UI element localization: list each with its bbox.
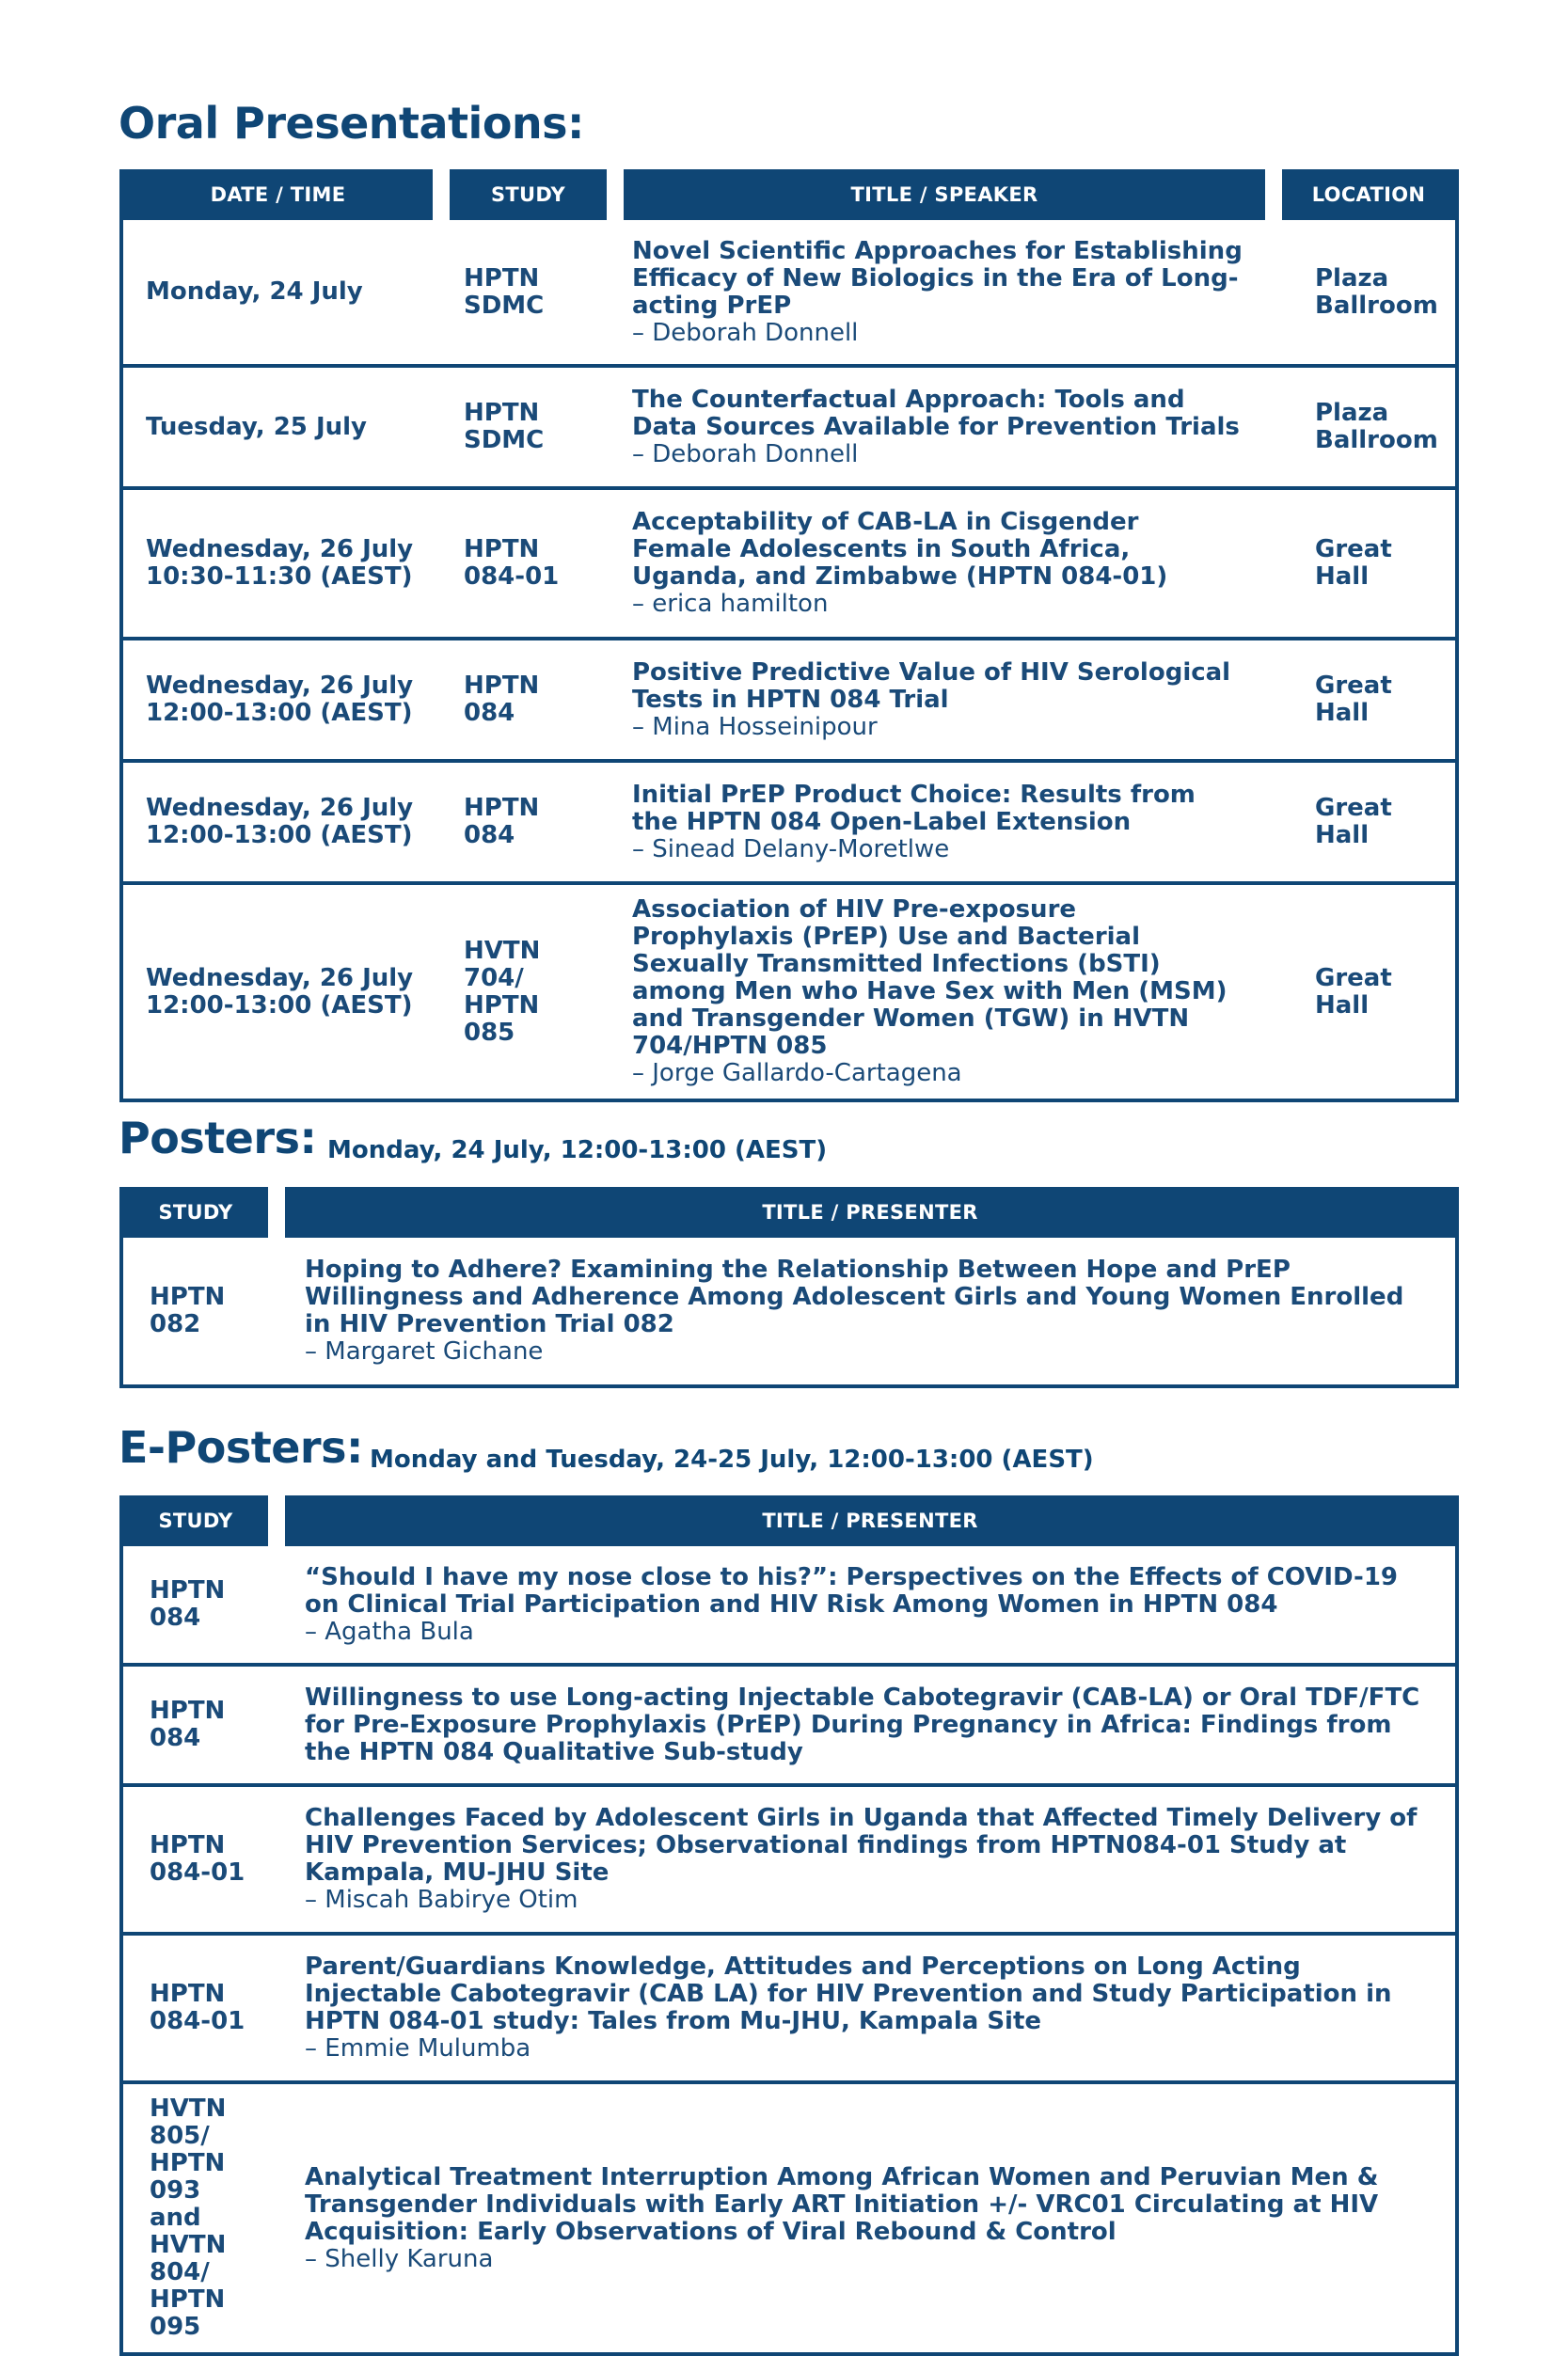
eposter-title: “Should I have my nose close to his?”: Perspectives on the Effects of COVID-19 on Clinical Trial Participation and HIV Risk Among Women in HPTN 084 — [305, 1562, 1399, 1619]
title-cell — [277, 2082, 1457, 2354]
talk-title: Initial PrEP Product Choice: Results from the HPTN 084 Open-Label Extension — [632, 780, 1196, 836]
poster-title: Hoping to Adhere? Examining the Relationship Between Hope and PrEP Willingness and Adherence Among Adolescent Girls and Young Women Enrolled in HIV Prevention Trial 082 — [305, 1256, 1404, 1338]
study: HPTN 084-01 — [121, 1934, 277, 2082]
title-cell — [615, 883, 1274, 1100]
header-title-presenter: TITLE / PRESENTER — [277, 1189, 1457, 1236]
eposter-title: Challenges Faced by Adolescent Girls in Uganda that Affected Timely Delivery of HIV Prevention Services; Observational findings from HPTN084-01 Study at Kampala, MU-JHU Site — [305, 1804, 1418, 1887]
title-cell — [277, 1544, 1457, 1665]
title-cell — [277, 1665, 1457, 1785]
eposters-table-header — [121, 1497, 1457, 1544]
presenter: – Emmie Mulumba — [305, 2034, 531, 2063]
header-title-presenter: TITLE / PRESENTER — [277, 1497, 1457, 1544]
date-time: Wednesday, 26 July 12:00-13:00 (AEST) — [121, 883, 441, 1100]
posters-session-time: Monday, 24 July, 12:00-13:00 (AEST) — [327, 1136, 828, 1164]
speaker: – erica hamilton — [632, 590, 829, 618]
speaker: – Deborah Donnell — [632, 439, 859, 468]
posters-heading: Posters: — [119, 1113, 317, 1163]
talk-title: Positive Predictive Value of HIV Serological Tests in HPTN 084 Trial — [632, 657, 1231, 714]
table-row — [121, 366, 1457, 488]
speaker: – Mina Hosseinipour — [632, 712, 878, 741]
talk-title: The Counterfactual Approach: Tools and Data Sources Available for Prevention Trials — [632, 385, 1240, 441]
table-row — [121, 1544, 1457, 1665]
oral-presentations-heading: Oral Presentations: — [119, 98, 584, 149]
speaker: – Deborah Donnell — [632, 318, 859, 347]
posters-table-header — [121, 1189, 1457, 1236]
study: HVTN 805/ HPTN 093 and HVTN 804/ HPTN 095 — [121, 2082, 277, 2354]
eposters-session-time: Monday and Tuesday, 24-25 July, 12:00-13:00 (AEST) — [370, 1446, 1094, 1474]
date-time: Monday, 24 July — [121, 218, 441, 366]
oral-presentations-table — [119, 169, 1459, 1102]
study: HPTN 084 — [441, 639, 615, 761]
location: Great Hall — [1274, 883, 1457, 1100]
title-cell — [615, 488, 1274, 639]
header-date-time: DATE / TIME — [121, 171, 441, 218]
location: Great Hall — [1274, 639, 1457, 761]
eposters-heading: E-Posters: — [119, 1422, 363, 1473]
table-row — [121, 218, 1457, 366]
posters-table — [119, 1187, 1459, 1388]
date-time: Wednesday, 26 July 10:30-11:30 (AEST) — [121, 488, 441, 639]
study: HPTN SDMC — [441, 218, 615, 366]
eposters-table — [119, 1495, 1459, 2356]
table-row — [121, 488, 1457, 639]
title-cell — [277, 1236, 1457, 1386]
table-row — [121, 1665, 1457, 1785]
date-time: Tuesday, 25 July — [121, 366, 441, 488]
presenter: – Margaret Gichane — [305, 1337, 544, 1366]
location: Plaza Ballroom — [1274, 366, 1457, 488]
date-time: Wednesday, 26 July 12:00-13:00 (AEST) — [121, 761, 441, 883]
header-title-speaker: TITLE / SPEAKER — [615, 171, 1274, 218]
table-row — [121, 1236, 1457, 1386]
study: HPTN 084 — [441, 761, 615, 883]
header-location: LOCATION — [1274, 171, 1457, 218]
study: HPTN 084-01 — [441, 488, 615, 639]
location: Plaza Ballroom — [1274, 218, 1457, 366]
title-cell — [615, 761, 1274, 883]
table-row — [121, 1785, 1457, 1934]
study: HPTN 082 — [121, 1236, 277, 1386]
eposter-title: Willingness to use Long-acting Injectable Cabotegravir (CAB-LA) or Oral TDF/FTC for Pre-Exposure Prophylaxis (PrEP) During Pregnancy in Africa: Findings from the HPTN 084 Qualitative Sub-study — [305, 1683, 1420, 1766]
title-cell — [277, 1934, 1457, 2082]
title-cell — [277, 1785, 1457, 1934]
eposter-title: Analytical Treatment Interruption Among African Women and Peruvian Men & Transgender Individuals with Early ART Initiation +/- VRC01 Circulating at HIV Acquisition: Early Observations of Viral Rebound & Control — [305, 2162, 1379, 2246]
presenter: – Shelly Karuna — [305, 2244, 494, 2273]
table-row — [121, 761, 1457, 883]
title-cell — [615, 218, 1274, 366]
header-study: STUDY — [121, 1497, 277, 1544]
eposter-title: Parent/Guardians Knowledge, Attitudes and Perceptions on Long Acting Injectable Cabotegravir (CAB LA) for HIV Prevention and Study Participation in HPTN 084-01 study: Tales from Mu-JHU, Kampala Site — [305, 1953, 1392, 2035]
table-row — [121, 883, 1457, 1100]
study: HPTN 084-01 — [121, 1785, 277, 1934]
study: HVTN 704/ HPTN 085 — [441, 883, 615, 1100]
location: Great Hall — [1274, 761, 1457, 883]
table-row — [121, 2082, 1457, 2354]
study: HPTN 084 — [121, 1665, 277, 1785]
date-time: Wednesday, 26 July 12:00-13:00 (AEST) — [121, 639, 441, 761]
talk-title: Acceptability of CAB-LA in Cisgender Female Adolescents in South Africa, Uganda, and Zimbabwe (HPTN 084-01) — [632, 508, 1168, 591]
talk-title: Association of HIV Pre-exposure Prophylaxis (PrEP) Use and Bacterial Sexually Transmitted Infections (bSTI) among Men who Have Sex with Men (MSM) and Transgender Women (TGW) in HVTN 704/HPTN 085 — [632, 895, 1227, 1060]
header-study: STUDY — [441, 171, 615, 218]
oral-table-header — [121, 171, 1457, 218]
talk-title: Novel Scientific Approaches for Establishing Efficacy of New Biologics in the Era of Long-acting PrEP — [632, 236, 1243, 320]
location: Great Hall — [1274, 488, 1457, 639]
table-row — [121, 639, 1457, 761]
speaker: – Jorge Gallardo-Cartagena — [632, 1059, 962, 1087]
speaker: – Sinead Delany-Moretlwe — [632, 834, 950, 863]
title-cell — [615, 366, 1274, 488]
study: HPTN SDMC — [441, 366, 615, 488]
presenter: – Miscah Babirye Otim — [305, 1886, 578, 1914]
title-cell — [615, 639, 1274, 761]
header-study: STUDY — [121, 1189, 277, 1236]
table-row — [121, 1934, 1457, 2082]
study: HPTN 084 — [121, 1544, 277, 1665]
presenter: – Agatha Bula — [305, 1617, 474, 1646]
